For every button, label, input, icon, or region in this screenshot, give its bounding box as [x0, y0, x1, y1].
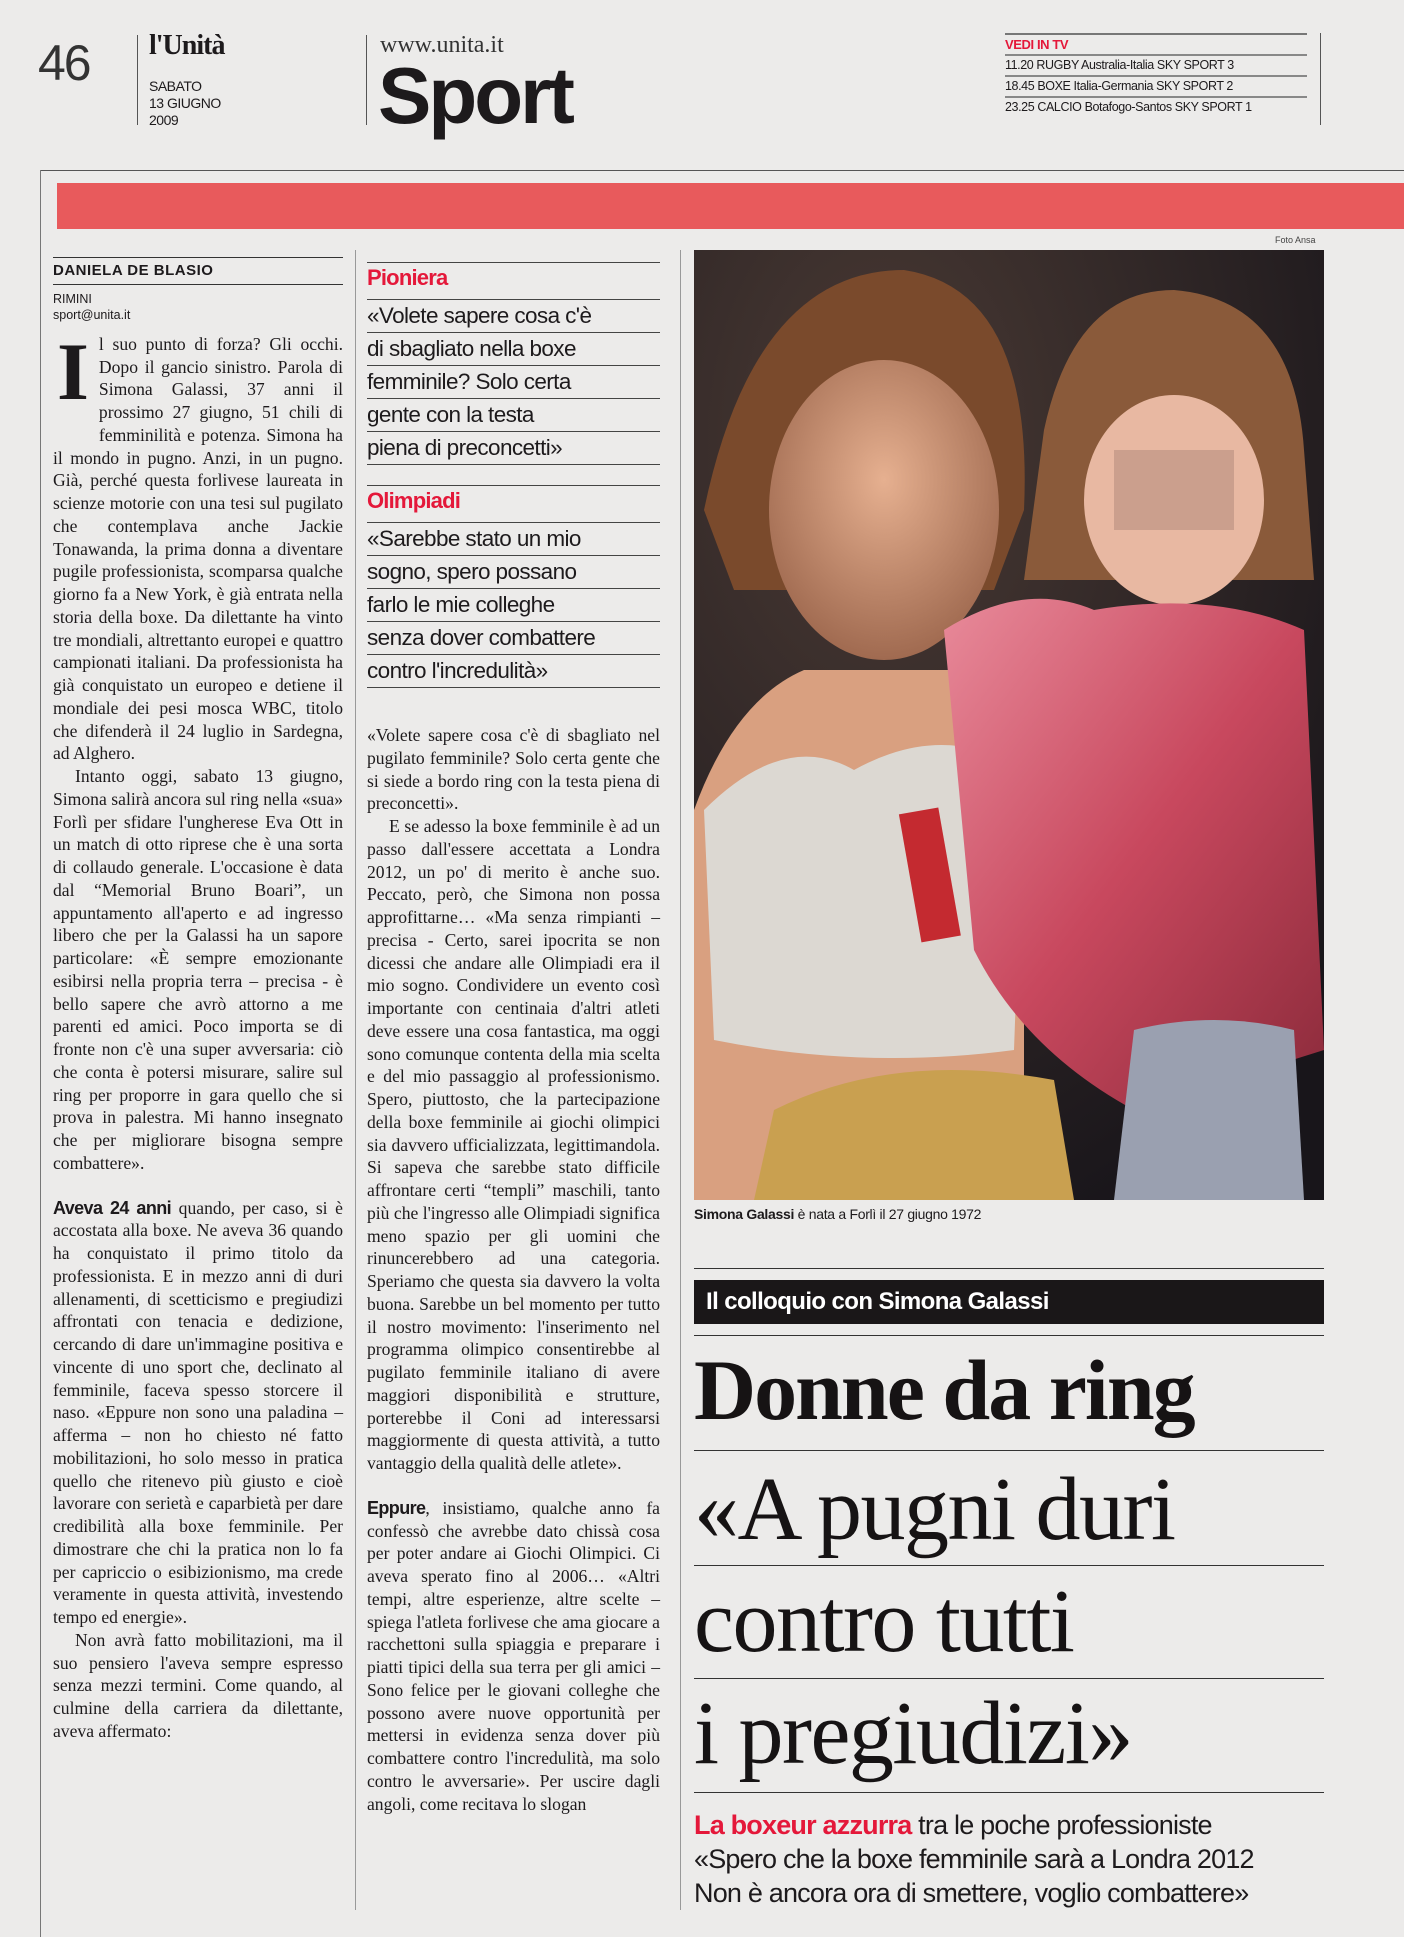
masthead-divider [137, 35, 138, 125]
subheadline: La boxeur azzurra tra le poche professioniste «Spero che la boxe femminile sarà a Londra 2012 Non è ancora ora di smettere, voglio combattere» [694, 1810, 1254, 1908]
article-paragraph: Intanto oggi, sabato 13 giugno, Simona salirà ancora sul ring nella «sua» Forlì per sfidare l'ungherese Eva Ott in un match di otto riprese che è una sorta di collaudo generale. L'occasione è data dal “Memorial Bruno Boari”, un appuntamento all'aperto e ad ingresso libero che per la Galassi ha un sapore particolare: «È sempre emozionante esibirsi nella propria terra – precisa - è bello sapere che avrò attorno a me parenti ed amici. Poco importa se di fronte non c'è una super avversaria: ciò che conta è potersi misurare, salire sul ring per proporre in gara quello che si prova in palestra. Mi hanno insegnato che per migliorare bisogna sempre combattere». [53, 766, 343, 1173]
article-photo [694, 250, 1324, 1200]
subheadline-line: «Spero che la boxe femminile sarà a Londra 2012 [694, 1844, 1254, 1874]
red-banner [57, 183, 1404, 229]
kicker-bar: Il colloquio con Simona Galassi [694, 1280, 1324, 1324]
article-paragraph: «Volete sapere cosa c'è di sbagliato nel pugilato femminile? Solo certa gente che si siede a bordo ring con la testa piena di preconcetti». [367, 725, 660, 814]
subheadline-highlight: La boxeur azzurra [694, 1810, 912, 1840]
pullquote-line: femminile? Solo certa [367, 365, 660, 398]
rule [694, 1268, 1324, 1269]
pullquote-line: contro l'incredulità» [367, 654, 660, 688]
pullquote-line: farlo le mie colleghe [367, 588, 660, 621]
pullquote-line: «Volete sapere cosa c'è [367, 299, 660, 332]
frame-left-rule [40, 170, 41, 1937]
tv-box-title: VEDI IN TV [1005, 35, 1307, 56]
rule [694, 1678, 1324, 1679]
tv-listings-box [1005, 33, 1307, 117]
pullquote-line: di sbagliato nella boxe [367, 332, 660, 365]
headline-quote-line: «A pugni duri [694, 1460, 1175, 1559]
headline-quote-line: i pregiudizi» [694, 1684, 1132, 1783]
pullquote [367, 262, 660, 465]
rule [694, 1792, 1324, 1793]
dateline-location: RIMINI [53, 291, 92, 306]
pullquote-line: «Sarebbe stato un mio [367, 522, 660, 555]
article-paragraph: Non avrà fatto mobilitazioni, ma il suo pensiero l'aveva sempre espresso senza mezzi termini. Come quando, al culmine della carriera da dilettante, aveva affermato: [53, 1629, 343, 1741]
section-title: Sport [378, 51, 572, 140]
tv-listing: 18.45 BOXE Italia-Germania SKY SPORT 2 [1005, 77, 1307, 98]
article-paragraph: Aveva 24 anni quando, per caso, si è accostata alla boxe. Ne aveva 36 quando ha conquistato il primo titolo da professionista. E in mezzo anni di duri allenamenti, di scetticismo e pregiudizi affrontati con tenacia e dedizione, cercando di dare un'immagine positiva e vincente di uno sport che, declinato al femminile, faceva spesso storcere il naso. «Eppure non sono una paladina – afferma – non ho chiesto né fatto mobilitazioni, ho solo messo in pratica quello che ritenevo più giusto e cioè lavorare con serietà e caparbietà per dare credibilità alla boxe femminile. Per dimostrare che chi la pratica non lo fa per capriccio o esibizionismo, ma crede veramente in questa attività, investendo tempo ed energie». [53, 1197, 343, 1627]
newspaper-logo: l'Unità [149, 30, 225, 61]
rule [694, 1565, 1324, 1566]
headline-title: Donne da ring [694, 1342, 1194, 1438]
article-column-2 [367, 262, 660, 1815]
tv-listing: 23.25 CALCIO Botafogo-Santos SKY SPORT 1 [1005, 100, 1252, 114]
date-day: 13 GIUGNO [149, 95, 221, 111]
article-paragraph: E se adesso la boxe femminile è ad un passo dall'essere accettata a Londra 2012, un po' di merito è anche suo. Peccato, però, che Simona non possa approfittarne… «Ma senza rimpianti – precisa - Certo, sarei ipocrita se non dicessi che andare alle Olimpiadi era il mio sogno. Condividere un evento così importante con centinaia d'altri atleti deve essere una cosa fantastica, ma oggi sono comunque contenta della mia scelta e del mio passaggio al professionismo. Spero, piuttosto, che la partecipazione della boxe femminile ai giochi olimpici sia davvero ufficializzata, legittimandola. Si sapeva che sarebbe stato difficile affrontare certi “templi” maschili, tanto più che l'ingresso alle Olimpiadi significa meno spazio per gli uomini che rinuncerebbero ad una categoria. Speriamo che questa sia davvero la volta buona. Sarebbe un bel momento per tutto il nostro movimento: l'inserimento nel programma olimpico consentirebbe al pugilato femminile italiano di avere maggiori disponibilità e strutture, porterebbe il Coni ad interessarsi maggiormente di questa attività, a tutto vantaggio della qualità delle atlete». [367, 816, 660, 1473]
masthead-divider [366, 35, 367, 125]
author-byline: DANIELA DE BLASIO [53, 257, 343, 285]
article-paragraph: Eppure, insistiamo, qualche anno fa confessò che avrebbe dato chissà cosa per poter andare ai Giochi Olimpici. Ci aveva sperato fino al 2006… «Altri tempi, altre esperienze, altre scelte – spiega l'atleta forlivese che ama giocare a racchettoni sulla spiaggia e preparare i piatti tipici della sua terra per gli amici – Sono felice per le giovani colleghe che possono avere nuove opportunità per mettersi in evidenza senza dover più combattere contro l'incredulità, ma solo contro le avversarie». Per uscire dagli angoli, come recitava lo slogan [367, 1497, 660, 1814]
pullquote-line: sogno, spero possano [367, 555, 660, 588]
subheadline-line: Non è ancora ora di smettere, voglio combattere» [694, 1878, 1249, 1908]
issue-date [149, 78, 221, 129]
pullquote-line: piena di preconcetti» [367, 431, 660, 465]
article-paragraph: Il suo punto di forza? Gli occhi. Dopo il gancio sinistro. Parola di Simona Galassi, 37 anni il prossimo 27 giugno, 51 chili di femminilità e potenza. Simona ha il mondo in pugno. Anzi, in un pugno. Già, perché questa forlivese laureata in scienze motorie con una tesi sul pugilato che contemplava anche Jackie Tonawanda, la prima donna a diventare pugile professionista, scomparsa qualche giorno fa a New York, è già entrata nella storia della boxe. Da dilettante ha vinto tre mondiali, altrettanto europei e quattro campionati italiani. Da professionista ha già conquistato un europeo e detiene il mondiale dei pesi mosca WBC, titolo che difenderà il 24 luglio in Sardegna, ad Alghero. [53, 325, 343, 764]
pullquote [367, 485, 660, 688]
drop-cap: I [57, 325, 89, 417]
photo-caption: Simona Galassi è nata a Forlì il 27 giugno 1972 [694, 1206, 982, 1222]
rule [694, 1450, 1324, 1451]
page-number: 46 [38, 35, 90, 91]
tv-box-border [1320, 33, 1321, 125]
tv-listing: 11.20 RUGBY Australia-Italia SKY SPORT 3 [1005, 56, 1307, 77]
date-weekday: SABATO [149, 78, 202, 94]
paragraph-lead: Aveva 24 anni [53, 1197, 172, 1218]
photo-credit: Foto Ansa [1275, 235, 1316, 245]
column-divider [680, 250, 681, 1910]
rule [694, 1335, 1324, 1336]
headline-quote-line: contro tutti [694, 1572, 1074, 1671]
pullquote-label: Olimpiadi [367, 485, 660, 522]
pullquote-line: senza dover combattere [367, 621, 660, 654]
date-year: 2009 [149, 112, 179, 128]
paragraph-lead: Eppure [367, 1497, 426, 1518]
pullquote-line: gente con la testa [367, 398, 660, 431]
pullquote-label: Pioniera [367, 262, 660, 299]
boxer-with-child-photo [694, 250, 1324, 1200]
blurred-face [1114, 450, 1234, 530]
site-url[interactable]: www.unita.it [380, 32, 504, 58]
article-column-1 [53, 257, 343, 1743]
author-email[interactable]: sport@unita.it [53, 307, 131, 322]
column-divider [355, 250, 356, 1910]
frame-top-rule [40, 170, 1404, 171]
